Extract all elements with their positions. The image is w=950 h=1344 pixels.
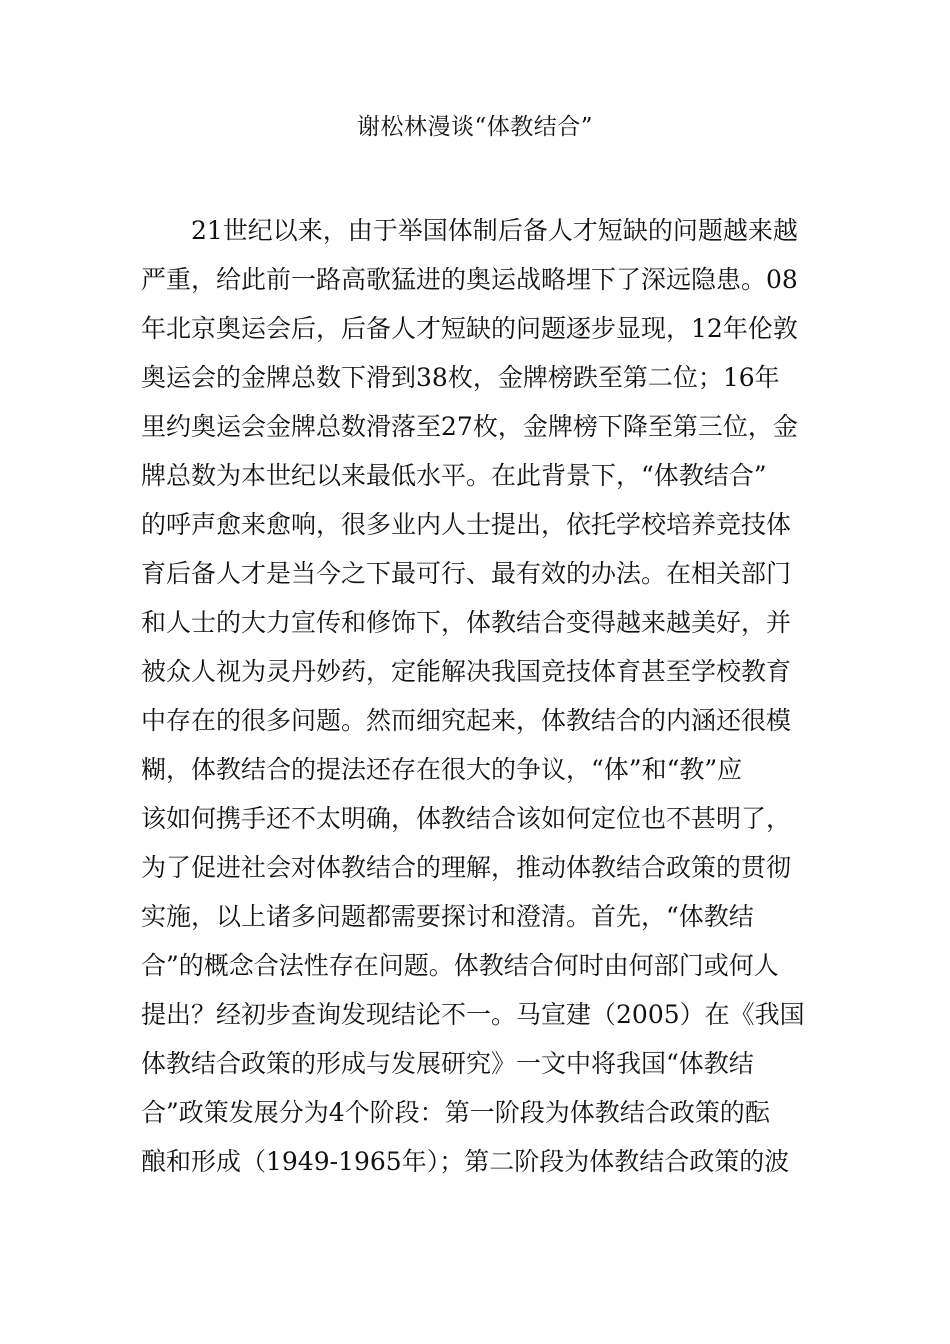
paragraph-line: 21世纪以来，由于举国体制后备人才短缺的问题越来越 xyxy=(191,216,798,245)
paragraph-line: 和人士的大力宣传和修饰下，体教结合变得越来越美好，并 xyxy=(141,608,792,637)
document-title: 谢松林漫谈“体教结合” xyxy=(356,114,594,140)
paragraph-line: 实施，以上诸多问题都需要探讨和澄清。首先，“体教结 xyxy=(141,902,754,931)
paragraph-line: 体教结合政策的形成与发展研究》一文中将我国“体教结 xyxy=(141,1049,754,1078)
paragraph-line: 被众人视为灵丹妙药，定能解决我国竞技体育甚至学校教育 xyxy=(141,657,792,686)
paragraph-line: 合”的概念合法性存在问题。体教结合何时由何部门或何人 xyxy=(141,951,779,980)
paragraph-line: 的呼声愈来愈响，很多业内人士提出，依托学校培养竞技体 xyxy=(141,510,792,539)
paragraph-line: 里约奥运会金牌总数滑落至27枚，金牌榜下降至第三位，金 xyxy=(141,412,798,441)
body-paragraph xyxy=(141,206,821,1186)
paragraph-line: 中存在的很多问题。然而细究起来，体教结合的内涵还很模 xyxy=(141,706,792,735)
paragraph-line: 严重，给此前一路高歌猛进的奥运战略埋下了深远隐患。08 xyxy=(141,265,798,294)
paragraph-line: 酿和形成（1949-1965年）；第二阶段为体教结合政策的波 xyxy=(141,1147,790,1176)
paragraph-line: 牌总数为本世纪以来最低水平。在此背景下，“体教结合” xyxy=(141,461,767,490)
paragraph-line: 为了促进社会对体教结合的理解，推动体教结合政策的贯彻 xyxy=(141,853,792,882)
paragraph-line: 育后备人才是当今之下最可行、最有效的办法。在相关部门 xyxy=(141,559,792,588)
paragraph-line: 合”政策发展分为4个阶段：第一阶段为体教结合政策的酝 xyxy=(141,1098,770,1127)
paragraph-line: 该如何携手还不太明确，体教结合该如何定位也不甚明了， xyxy=(141,804,792,833)
paragraph-line: 糊，体教结合的提法还存在很大的争议，“体”和“教”应 xyxy=(141,755,743,784)
paragraph-line: 提出？经初步查询发现结论不一。马宣建（2005）在《我国 xyxy=(141,1000,805,1029)
paragraph-line: 年北京奥运会后，后备人才短缺的问题逐步显现，12年伦敦 xyxy=(141,314,798,343)
paragraph-line: 奥运会的金牌总数下滑到38枚，金牌榜跌至第二位；16年 xyxy=(141,363,780,392)
